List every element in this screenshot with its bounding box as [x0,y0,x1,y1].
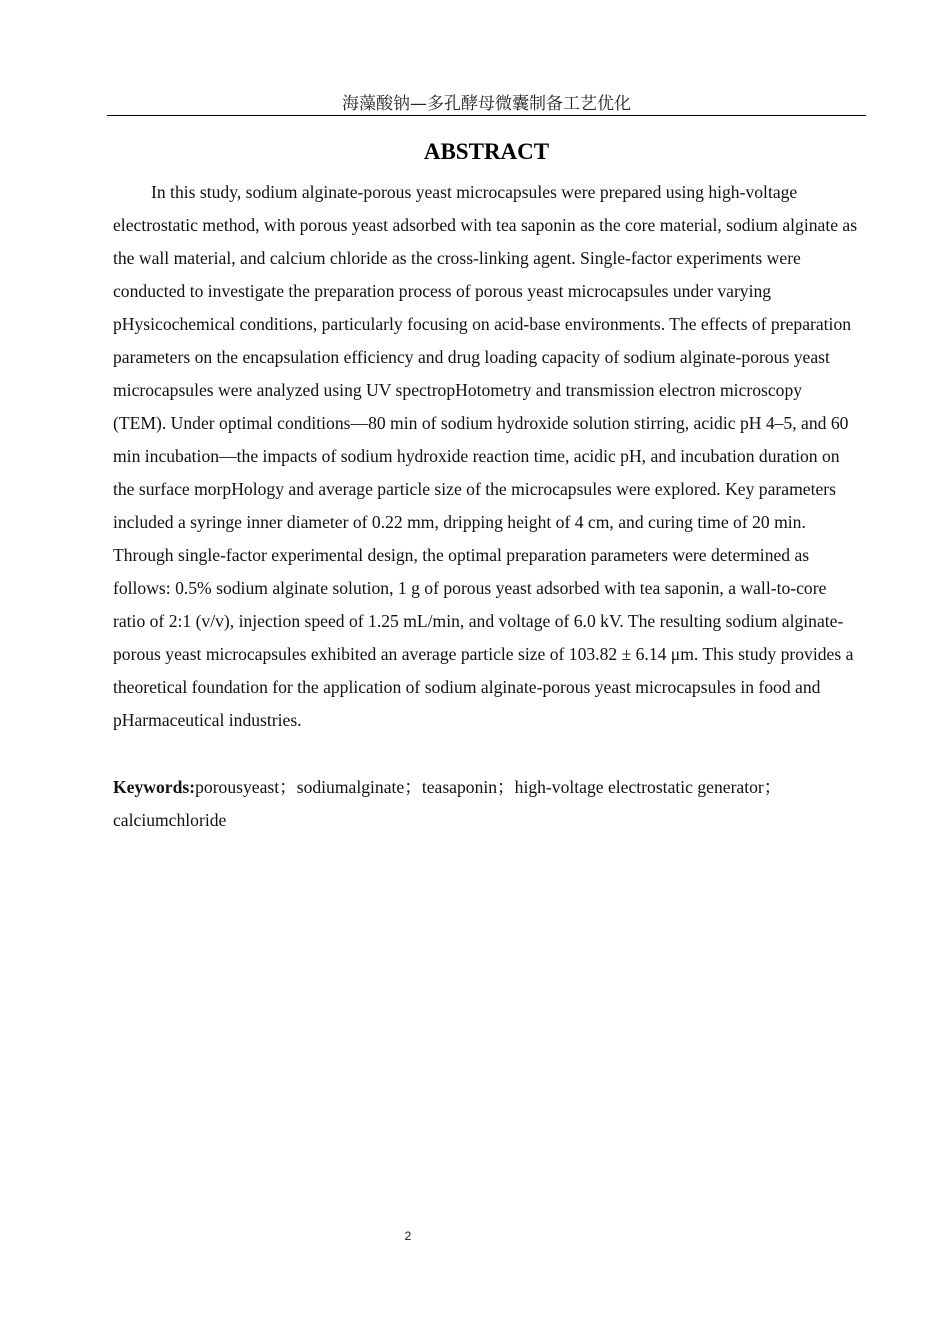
abstract-title: ABSTRACT [423,139,550,164]
abstract-body: In this study, sodium alginate-porous yeast microcapsules were prepared using high-voltage electrostatic method, with porous yeast adsorbed with tea saponin as the core material, sodium alginate as the wall material, and calcium chloride as the cross-linking agent. Single-factor experiments were conducted to investigate the preparation process of porous yeast microcapsules under varying pHysicochemical conditions, particularly focusing on acid-base environments. The effects of preparation parameters on the encapsulation efficiency and drug loading capacity of sodium alginate-porous yeast microcapsules were analyzed using UV spectropHotometry and transmission electron microscopy (TEM). Under optimal conditions—80 min of sodium hydroxide solution stirring, acidic pH 4–5, and 60 min incubation—the impacts of sodium hydroxide reaction time, acidic pH, and incubation duration on the surface morpHology and average particle size of the microcapsules were explored. Key parameters included a syringe inner diameter of 0.22 mm, dripping height of 4 cm, and curing time of 20 min. Through single-factor experimental design, the optimal preparation parameters were determined as follows: 0.5% sodium alginate solution, 1 g of porous yeast adsorbed with tea saponin, a wall-to-core ratio of 2:1 (v/v), injection speed of 1.25 mL/min, and voltage of 6.0 kV. The resulting sodium alginate-porous yeast microcapsules exhibited an average particle size of 103.82 ± 6.14 μm. This study provides a theoretical foundation for the application of sodium alginate-porous yeast microcapsules in food and pHarmaceutical industries. [113,182,858,730]
keywords-line [113,771,859,837]
page-number: 2 [404,1229,412,1243]
keywords-text: porousyeast；sodiumalginate；teasaponin；high-voltage electrostatic generator；calciumchloride [113,777,782,830]
running-header: 海藻酸钠—多孔酵母微囊制备工艺优化 [342,94,631,114]
keywords-label: Keywords: [113,777,196,797]
header-rule [107,115,866,116]
